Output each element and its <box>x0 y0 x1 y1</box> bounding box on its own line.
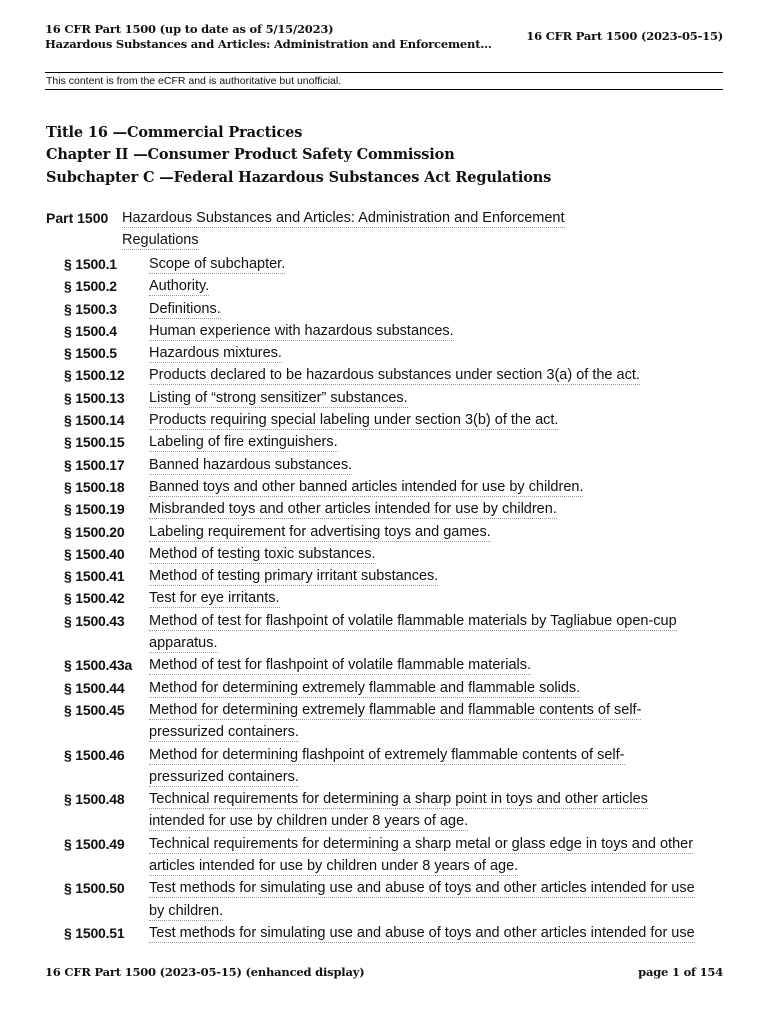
section-number: § 1500.19 <box>64 501 125 518</box>
section-title-line[interactable]: Scope of subchapter. <box>149 256 286 272</box>
section-row <box>64 654 728 676</box>
section-title-line[interactable]: Test for eye irritants. <box>149 590 280 607</box>
section-row <box>64 677 728 699</box>
section-number: § 1500.43 <box>64 612 125 629</box>
section-row <box>64 543 728 565</box>
section-number: § 1500.50 <box>64 880 125 897</box>
section-title-link[interactable] <box>149 253 723 275</box>
section-title-link[interactable] <box>149 744 723 789</box>
section-title-line[interactable]: Labeling of fire extinguishers. <box>149 434 338 451</box>
running-header <box>45 22 492 52</box>
subchapter-heading: Subchapter C —Federal Hazardous Substances Act Regulations <box>46 168 552 186</box>
section-row <box>64 431 728 453</box>
section-row <box>64 587 728 609</box>
section-title-link[interactable] <box>149 833 723 878</box>
section-number: § 1500.51 <box>64 924 125 941</box>
section-title-line[interactable]: Labeling requirement for advertising toys and games. <box>149 523 491 540</box>
section-row <box>64 476 728 498</box>
part-title-line[interactable]: Hazardous Substances and Articles: Administration and Enforcement <box>122 210 565 226</box>
section-row <box>64 253 728 275</box>
section-row <box>64 454 728 476</box>
section-title-line[interactable]: Products requiring special labeling under section 3(b) of the act. <box>149 412 559 429</box>
section-title-line[interactable]: Banned hazardous substances. <box>149 456 353 473</box>
section-number: § 1500.15 <box>64 434 125 451</box>
section-title-line[interactable]: articles intended for use by children under 8 years of age. <box>149 858 519 875</box>
section-row <box>64 275 728 297</box>
section-title-line[interactable]: Test methods for simulating use and abuse of toys and other articles intended for use <box>149 880 695 897</box>
footer-citation: 16 CFR Part 1500 (2023-05-15) (enhanced display) <box>45 965 365 979</box>
section-title-link[interactable] <box>149 275 723 297</box>
section-row <box>64 498 728 520</box>
section-row <box>64 699 728 744</box>
section-title-line[interactable]: Technical requirements for determining a sharp point in toys and other articles <box>149 791 648 808</box>
section-title-link[interactable] <box>149 409 723 431</box>
section-number: § 1500.46 <box>64 746 125 763</box>
section-number: § 1500.41 <box>64 568 125 585</box>
page-number: page 1 of 154 <box>638 965 723 979</box>
section-title-link[interactable] <box>149 431 723 453</box>
section-row <box>64 298 728 320</box>
section-title-line[interactable]: Method for determining extremely flammable and flammable contents of self- <box>149 701 642 718</box>
section-title-link[interactable] <box>149 476 723 498</box>
section-number: § 1500.5 <box>64 345 117 362</box>
chapter-heading: Chapter II —Consumer Product Safety Commission <box>46 146 455 164</box>
section-number: § 1500.43a <box>64 657 133 674</box>
section-row <box>64 833 728 878</box>
authority-notice: This content is from the eCFR and is authoritative but unofficial. <box>46 75 342 87</box>
section-row <box>64 342 728 364</box>
part-title-link[interactable] <box>122 207 602 252</box>
section-number: § 1500.17 <box>64 456 125 473</box>
section-title-link[interactable] <box>149 610 723 655</box>
section-number: § 1500.4 <box>64 322 117 339</box>
section-row <box>64 409 728 431</box>
section-number: § 1500.42 <box>64 590 125 607</box>
section-title-line[interactable]: Banned toys and other banned articles intended for use by children. <box>149 478 584 495</box>
section-title-line[interactable]: apparatus. <box>149 635 218 652</box>
section-row <box>64 922 728 944</box>
section-title-link[interactable] <box>149 677 723 699</box>
section-title-line[interactable]: Method for determining flashpoint of extremely flammable contents of self- <box>149 746 625 763</box>
section-title-line[interactable]: Method of testing toxic substances. <box>149 545 376 562</box>
section-title-link[interactable] <box>149 298 723 320</box>
section-number: § 1500.3 <box>64 300 117 317</box>
section-title-line[interactable]: Method of test for flashpoint of volatile flammable materials by Tagliabue open-cup <box>149 612 677 629</box>
section-title-line[interactable]: by children. <box>149 902 224 919</box>
section-title-line[interactable]: Misbranded toys and other articles intended for use by children. <box>149 501 557 518</box>
section-title-link[interactable] <box>149 788 723 833</box>
part-label: Part 1500 <box>46 210 109 226</box>
section-title-link[interactable] <box>149 543 723 565</box>
section-title-link[interactable] <box>149 587 723 609</box>
header-rule-top <box>45 72 723 73</box>
header-line-2: Hazardous Substances and Articles: Administration and Enforcement... <box>45 37 492 51</box>
section-title-link[interactable] <box>149 498 723 520</box>
section-title-line[interactable]: Method for determining extremely flammable and flammable solids. <box>149 679 581 696</box>
header-line-1: 16 CFR Part 1500 (up to date as of 5/15/2023) <box>45 22 334 36</box>
section-title-line[interactable]: Human experience with hazardous substances. <box>149 322 454 339</box>
header-rule-bottom <box>45 89 723 90</box>
header-citation: 16 CFR Part 1500 (2023-05-15) <box>526 29 723 43</box>
section-title-link[interactable] <box>149 877 723 922</box>
title-heading: Title 16 —Commercial Practices <box>46 124 303 141</box>
section-row <box>64 565 728 587</box>
section-number: § 1500.44 <box>64 679 125 696</box>
section-number: § 1500.2 <box>64 278 117 295</box>
section-title-line[interactable]: Hazardous mixtures. <box>149 345 282 362</box>
section-number: § 1500.12 <box>64 367 125 384</box>
section-row <box>64 788 728 833</box>
section-row <box>64 610 728 655</box>
section-number: § 1500.13 <box>64 389 125 406</box>
section-number: § 1500.40 <box>64 545 125 562</box>
section-number: § 1500.14 <box>64 412 125 429</box>
section-title-link[interactable] <box>149 320 723 342</box>
section-title-line[interactable]: intended for use by children under 8 years of age. <box>149 813 469 830</box>
section-number: § 1500.18 <box>64 478 125 495</box>
section-title-line[interactable]: Technical requirements for determining a sharp metal or glass edge in toys and other <box>149 835 694 852</box>
section-row <box>64 744 728 789</box>
section-title-line[interactable]: Method of test for flashpoint of volatile flammable materials. <box>149 657 532 674</box>
section-title-line[interactable]: Authority. <box>149 278 210 295</box>
section-title-link[interactable] <box>149 364 723 386</box>
hierarchy-headings <box>46 122 551 189</box>
section-number: § 1500.49 <box>64 835 125 852</box>
section-title-line[interactable]: Definitions. <box>149 300 221 317</box>
section-title-line[interactable]: Products declared to be hazardous substances under section 3(a) of the act. <box>149 367 640 384</box>
section-row <box>64 320 728 342</box>
section-title-line[interactable]: pressurized containers. <box>149 768 299 785</box>
section-number: § 1500.1 <box>64 256 117 272</box>
section-title-link[interactable] <box>149 387 723 409</box>
section-row <box>64 364 728 386</box>
section-title-line[interactable]: Listing of “strong sensitizer” substances. <box>149 389 408 406</box>
section-row <box>64 877 728 922</box>
section-title-line[interactable]: Test methods for simulating use and abuse of toys and other articles intended for use <box>149 924 695 941</box>
section-title-link[interactable] <box>149 565 723 587</box>
section-title-link[interactable] <box>149 454 723 476</box>
section-title-link[interactable] <box>149 521 723 543</box>
section-list <box>64 253 728 944</box>
section-row <box>64 387 728 409</box>
section-title-line[interactable]: pressurized containers. <box>149 724 299 741</box>
section-number: § 1500.45 <box>64 701 125 718</box>
part-title-line[interactable]: Regulations <box>122 232 199 249</box>
section-number: § 1500.48 <box>64 791 125 808</box>
section-title-link[interactable] <box>149 922 723 944</box>
section-title-line[interactable]: Method of testing primary irritant substances. <box>149 568 439 585</box>
section-row <box>64 521 728 543</box>
section-number: § 1500.20 <box>64 523 125 540</box>
section-title-link[interactable] <box>149 699 723 744</box>
section-title-link[interactable] <box>149 342 723 364</box>
section-title-link[interactable] <box>149 654 723 676</box>
